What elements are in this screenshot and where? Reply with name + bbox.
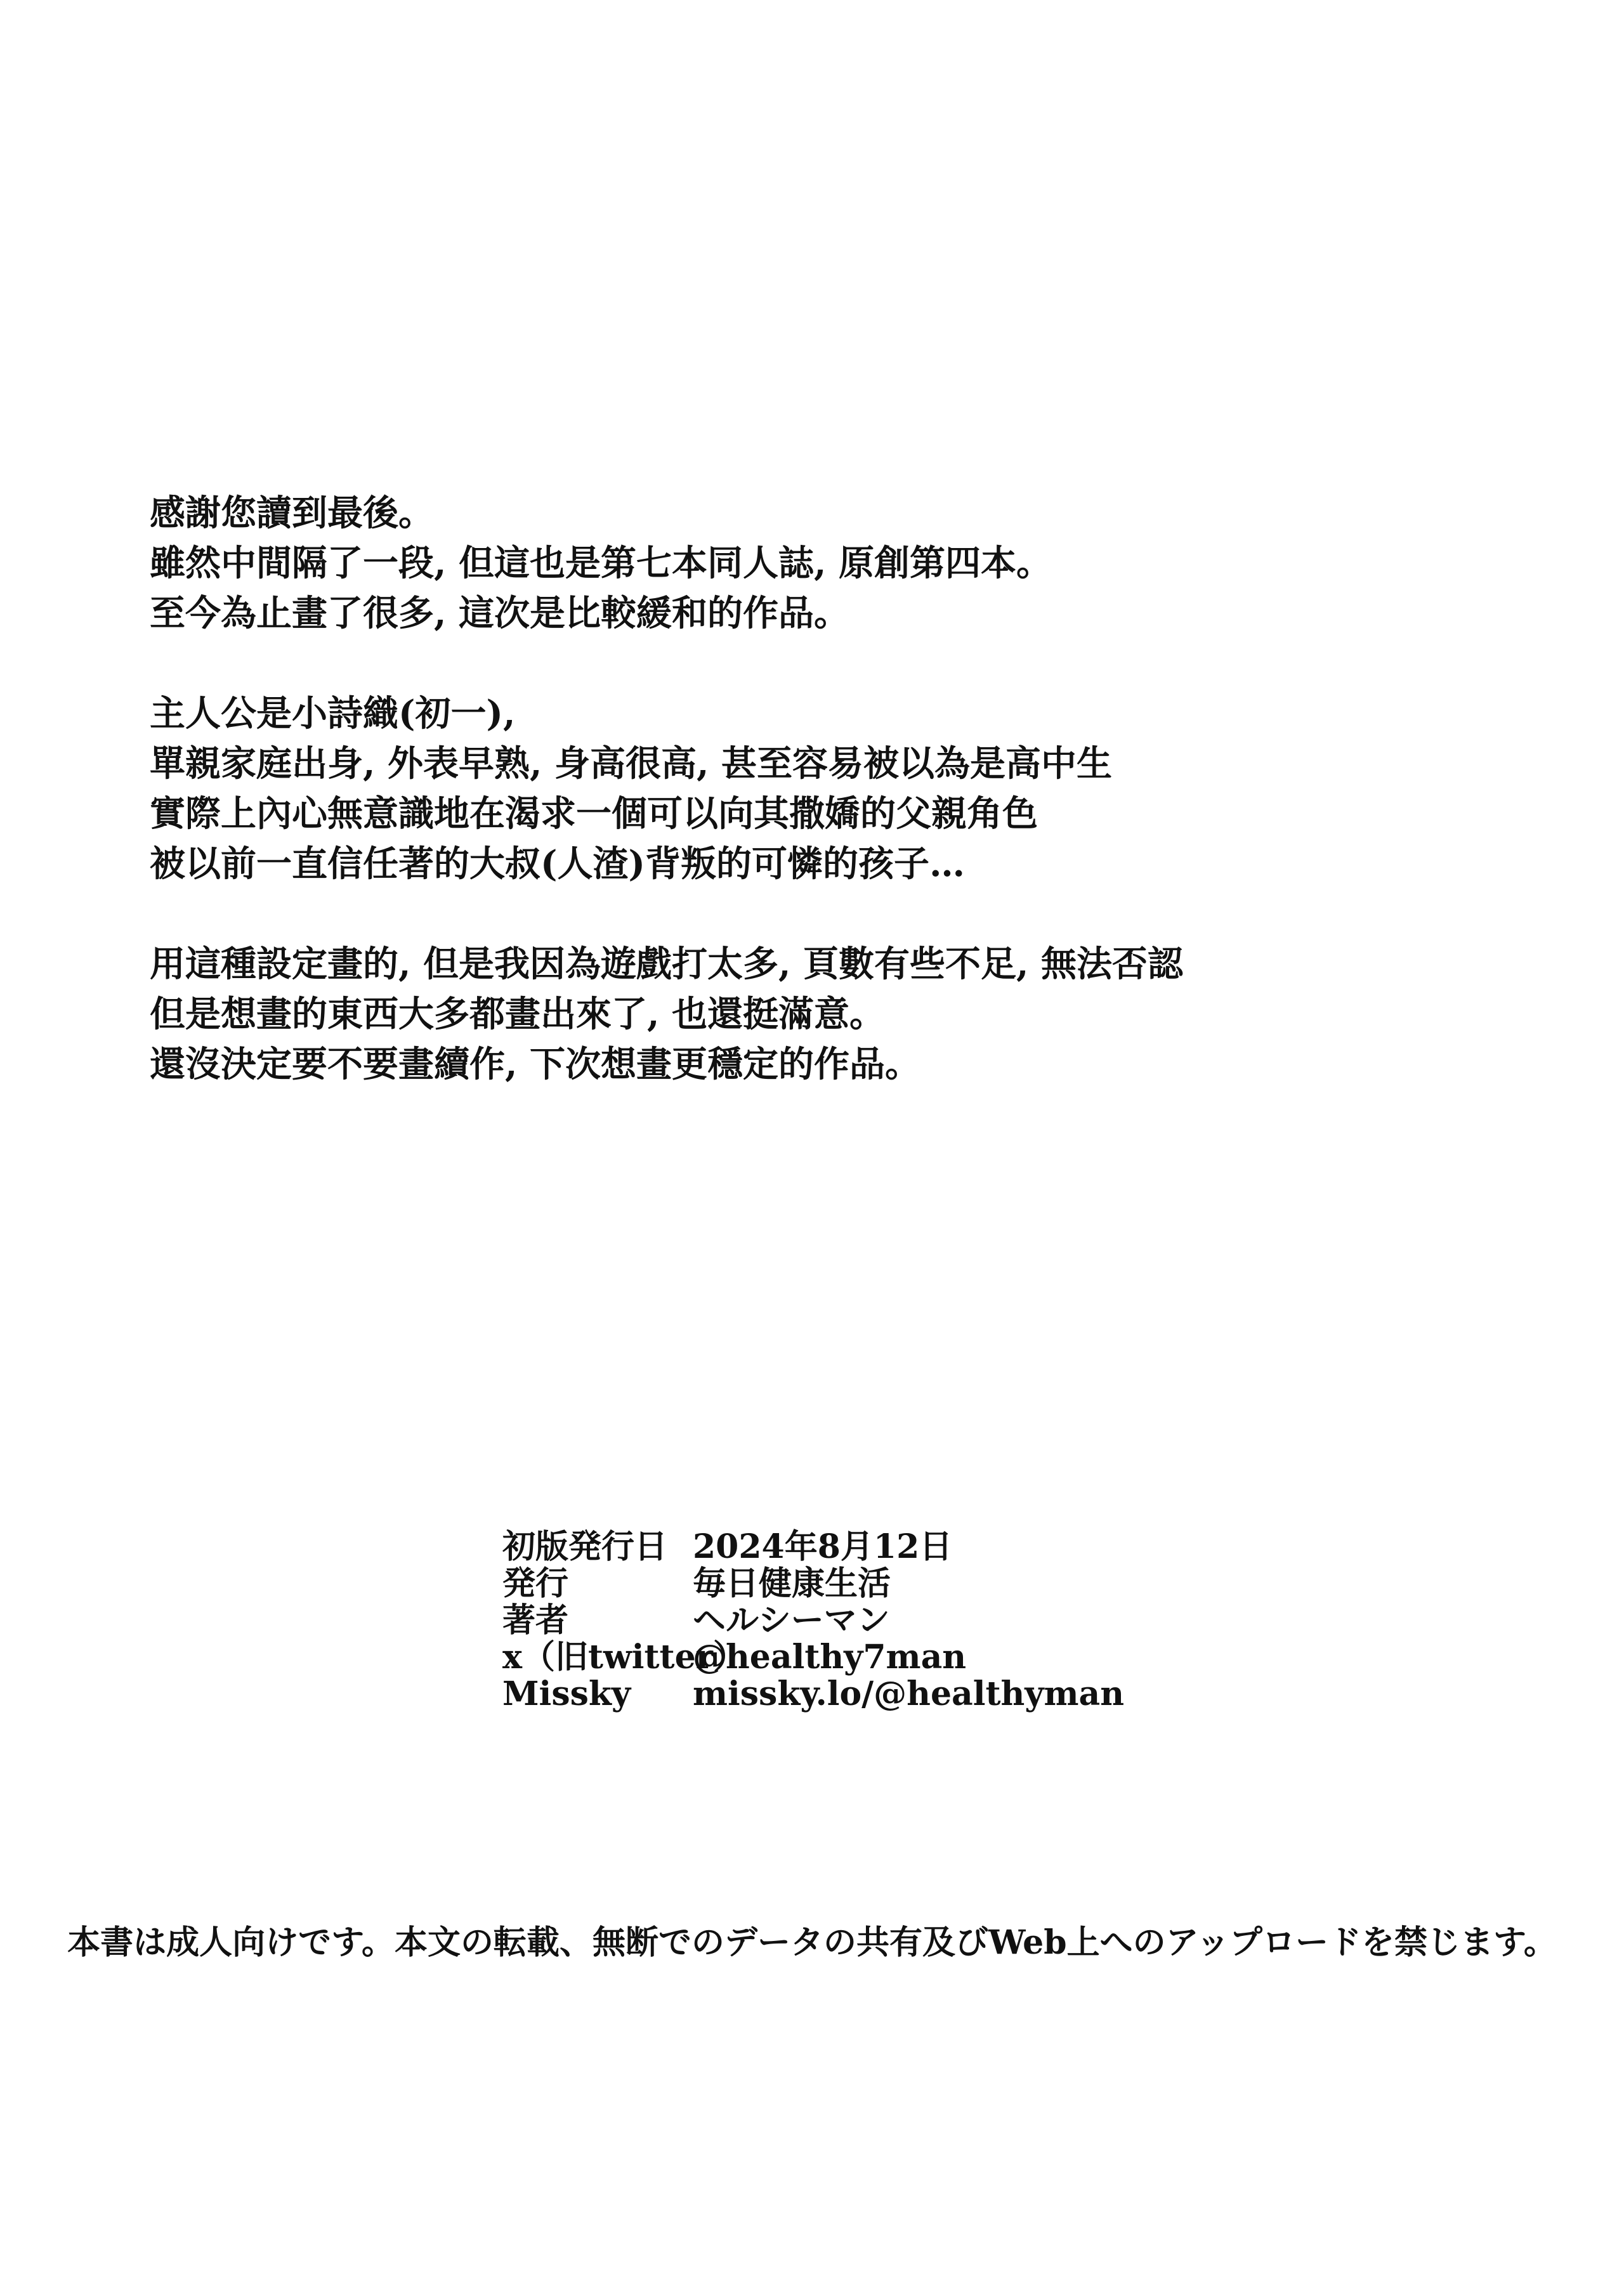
afterword-paragraph-2 [150,689,1545,889]
colophon-label: 著者 [502,1601,569,1640]
colophon-row-first-edition [502,1529,1124,1565]
colophon-row-publisher [502,1565,1124,1602]
colophon-row-x [502,1639,1124,1676]
afterword-line: 感謝您讀到最後。 [150,492,434,534]
colophon-value: ヘルシーマン [693,1601,890,1640]
afterword-line: 還沒決定要不要畫續作, 下次想畫更穩定的作品。 [150,1043,920,1085]
adult-content-notice: 本書は成人向けです。本文の転載、無断でのデータの共有及びWeb上へのアップロードを禁じます。 [67,1923,1557,1962]
afterword-line: 用這種設定畫的, 但是我因為遊戲打太多, 頁數有些不足, 無法否認 [150,943,1183,985]
afterword-line: 被以前一直信任著的大叔(人渣)背叛的可憐的孩子… [150,843,965,885]
colophon-value: 毎日健康生活 [693,1564,891,1603]
afterword-line: 單親家庭出身, 外表早熟, 身高很高, 甚至容易被以為是高中生 [150,743,1112,785]
colophon-row-missky [502,1676,1124,1713]
colophon-label: x（旧twitter） [502,1638,747,1676]
colophon [502,1529,1124,1713]
afterword-line: 實際上內心無意識地在渴求一個可以向其撒嬌的父親角色 [150,793,1038,835]
colophon-value: missky.lo/@healthyman [693,1675,1125,1713]
afterword-paragraph-1 [150,488,1545,639]
colophon-row-author [502,1602,1124,1639]
colophon-label: 初版発行日 [502,1527,668,1566]
colophon-label: Missky [502,1675,631,1713]
afterword-line: 但是想畫的東西大多都畫出來了, 也還挺滿意。 [150,993,885,1035]
colophon-label: 発行 [502,1564,569,1603]
afterword-paragraph-3 [150,939,1545,1090]
afterword-line: 至今為止畫了很多, 這次是比較緩和的作品。 [150,592,849,634]
afterword-text [150,488,1545,1090]
colophon-value: 2024年8月12日 [693,1527,953,1566]
afterword-line: 雖然中間隔了一段, 但這也是第七本同人誌, 原創第四本。 [150,542,1052,584]
afterword-line: 主人公是小詩織(初一), [150,693,516,735]
colophon-value: @healthy7man [693,1638,967,1676]
